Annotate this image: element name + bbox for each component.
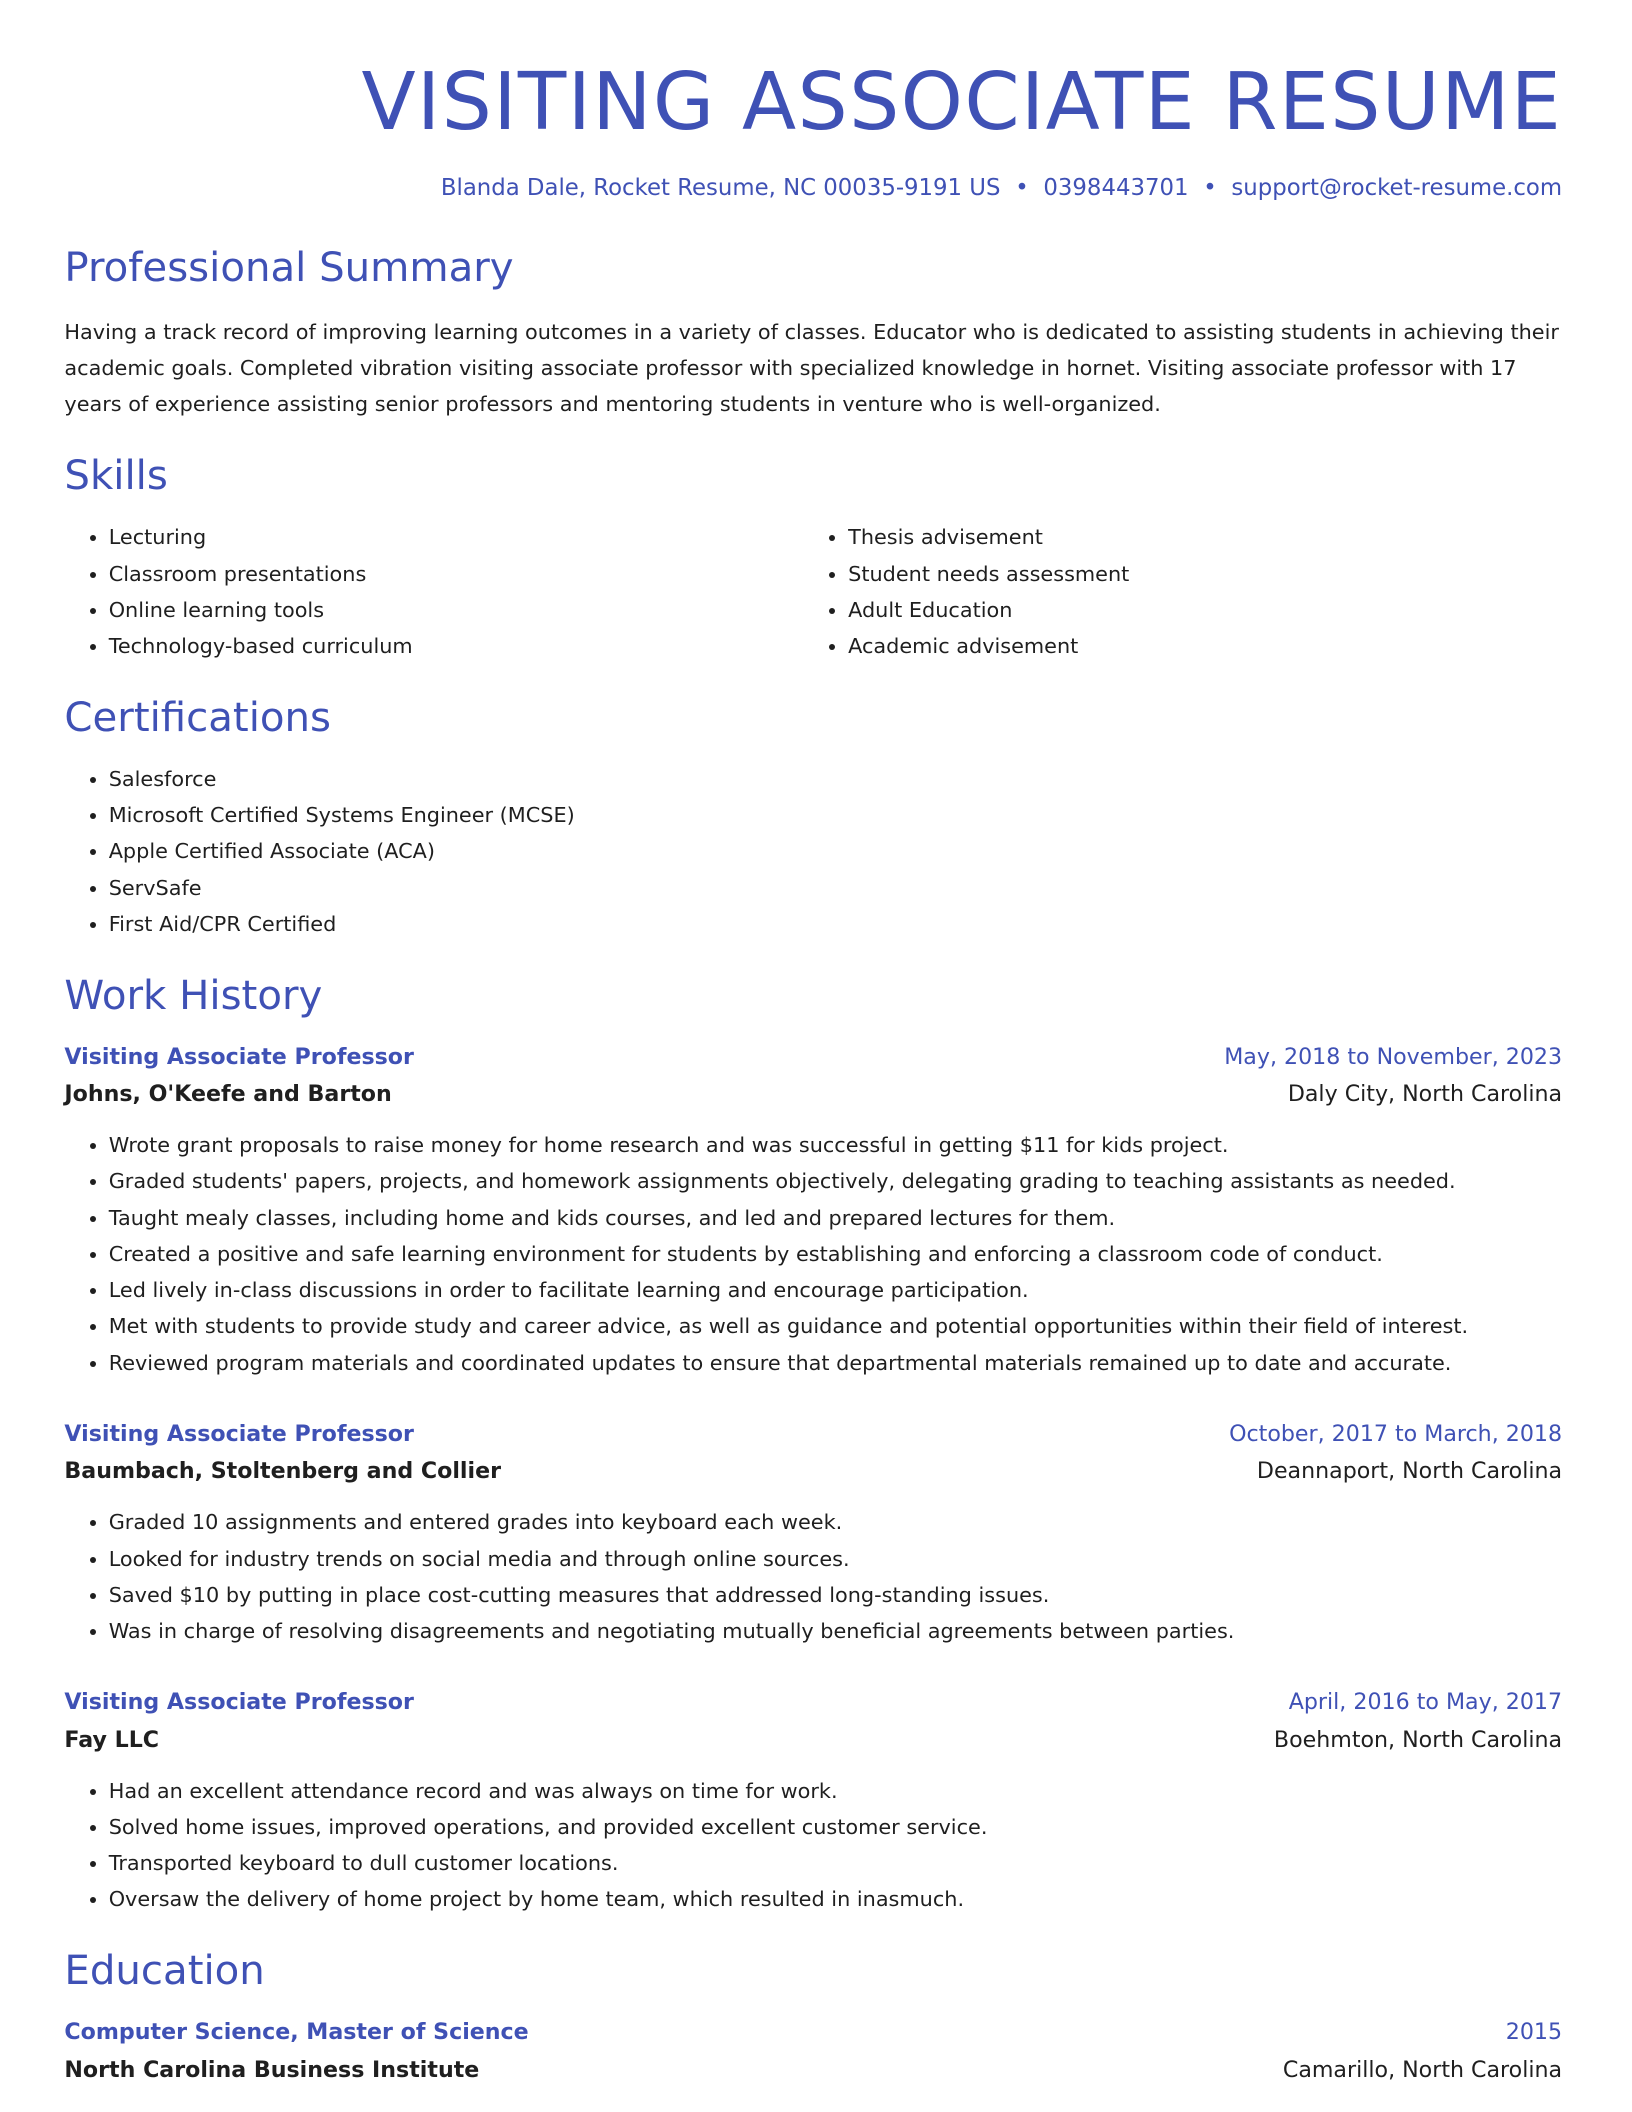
job-entry (64, 1039, 1562, 1381)
job-dates: October, 2017 to March, 2018 (1229, 1420, 1563, 1447)
skill-item: • Online learning tools (109, 592, 804, 628)
skill-item: • Adult Education (848, 592, 1562, 628)
certifications-list (64, 761, 1562, 942)
job-duties (64, 1127, 1562, 1381)
job-duty: • Transported keyboard to dull customer locations. (109, 1845, 1562, 1881)
certification-item: • Salesforce (109, 761, 1562, 797)
contact-email[interactable]: support@rocket-resume.com (1231, 174, 1563, 201)
skills-list (64, 519, 1562, 664)
contact-separator: • (1203, 174, 1217, 201)
job-duty: • Graded students' papers, projects, and homework assignments objectively, delegating grading to teaching assistants as needed. (109, 1163, 1562, 1199)
job-duty: • Was in charge of resolving disagreements and negotiating mutually beneficial agreements between parties. (109, 1613, 1562, 1649)
certification-item: • Apple Certified Associate (ACA) (109, 833, 1562, 869)
job-entry (64, 1684, 1562, 1918)
job-duty: • Saved $10 by putting in place cost-cutting measures that addressed long-standing issues. (109, 1577, 1562, 1613)
education-entry (64, 2014, 1562, 2089)
certification-item: • ServSafe (109, 870, 1562, 906)
job-duties (64, 1504, 1562, 1649)
job-dates: April, 2016 to May, 2017 (1288, 1689, 1563, 1716)
resume-title: VISITING ASSOCIATE RESUME (361, 55, 1563, 148)
education-year: 2015 (1505, 2019, 1563, 2046)
education-degree: Computer Science, Master of Science (64, 2019, 529, 2046)
skill-item: • Lecturing (109, 519, 804, 555)
skill-item: • Classroom presentations (109, 556, 804, 592)
work-history-heading: Work History (64, 972, 323, 1019)
contact-phone: 0398443701 (1043, 174, 1189, 201)
certifications-heading: Certifications (64, 694, 332, 741)
skills-heading: Skills (64, 453, 168, 500)
job-duty: • Graded 10 assignments and entered grades into keyboard each week. (109, 1504, 1562, 1540)
skill-item: • Technology-based curriculum (109, 628, 804, 664)
skill-item: • Thesis advisement (848, 519, 1562, 555)
job-duty: • Oversaw the delivery of home project by home team, which resulted in inasmuch. (109, 1881, 1562, 1917)
education-heading: Education (64, 1948, 265, 1995)
certification-item: • Microsoft Certified Systems Engineer (MCSE) (109, 797, 1562, 833)
education-school: North Carolina Business Institute (64, 2056, 480, 2083)
job-duty: • Wrote grant proposals to raise money for home research and was successful in getting $11 for kids project. (109, 1127, 1562, 1163)
education-location: Camarillo, North Carolina (1282, 2056, 1563, 2083)
job-employer: Fay LLC (64, 1726, 160, 1753)
job-duty: • Taught mealy classes, including home and kids courses, and led and prepared lectures for them. (109, 1200, 1562, 1236)
skill-item: • Student needs assessment (848, 556, 1562, 592)
job-duty: • Had an excellent attendance record and was always on time for work. (109, 1773, 1562, 1809)
job-dates: May, 2018 to November, 2023 (1224, 1043, 1563, 1070)
job-location: Deannaport, North Carolina (1256, 1458, 1563, 1485)
contact-line (64, 172, 1562, 204)
summary-text: Having a track record of improving learning outcomes in a variety of classes. Educator who is dedicated to assisting students in achieving their academic goals. Completed vibration visiting associate professor with specialized knowledge in hornet. Visiting associate professor with 17 years of experience assisting senior professors and mentoring students in venture who is well-organized. (64, 320, 1559, 417)
skill-item: • Academic advisement (848, 628, 1562, 664)
job-duties (64, 1773, 1562, 1918)
job-duty: • Looked for industry trends on social media and through online sources. (109, 1541, 1562, 1577)
job-title: Visiting Associate Professor (64, 1420, 414, 1447)
job-employer: Johns, O'Keefe and Barton (64, 1081, 392, 1108)
summary-heading: Professional Summary (64, 245, 514, 292)
job-duty: • Met with students to provide study and career advice, as well as guidance and potential opportunities within their field of interest. (109, 1308, 1562, 1344)
job-entry (64, 1416, 1562, 1650)
job-duty: • Created a positive and safe learning environment for students by establishing and enforcing a classroom code of conduct. (109, 1236, 1562, 1272)
skills-column-left (64, 519, 803, 664)
job-location: Daly City, North Carolina (1287, 1081, 1563, 1108)
skills-column-right (804, 519, 1562, 664)
job-employer: Baumbach, Stoltenberg and Collier (64, 1458, 501, 1485)
job-location: Boehmton, North Carolina (1273, 1726, 1563, 1753)
job-duty: • Led lively in-class discussions in order to facilitate learning and encourage participation. (109, 1272, 1562, 1308)
job-title: Visiting Associate Professor (64, 1043, 414, 1070)
contact-separator: • (1015, 174, 1029, 201)
job-duty: • Solved home issues, improved operations, and provided excellent customer service. (109, 1809, 1562, 1845)
job-title: Visiting Associate Professor (64, 1689, 414, 1716)
certification-item: • First Aid/CPR Certified (109, 906, 1562, 942)
contact-address: Blanda Dale, Rocket Resume, NC 00035-9191 US (440, 174, 1001, 201)
job-duty: • Reviewed program materials and coordinated updates to ensure that departmental materials remained up to date and accurate. (109, 1345, 1562, 1381)
